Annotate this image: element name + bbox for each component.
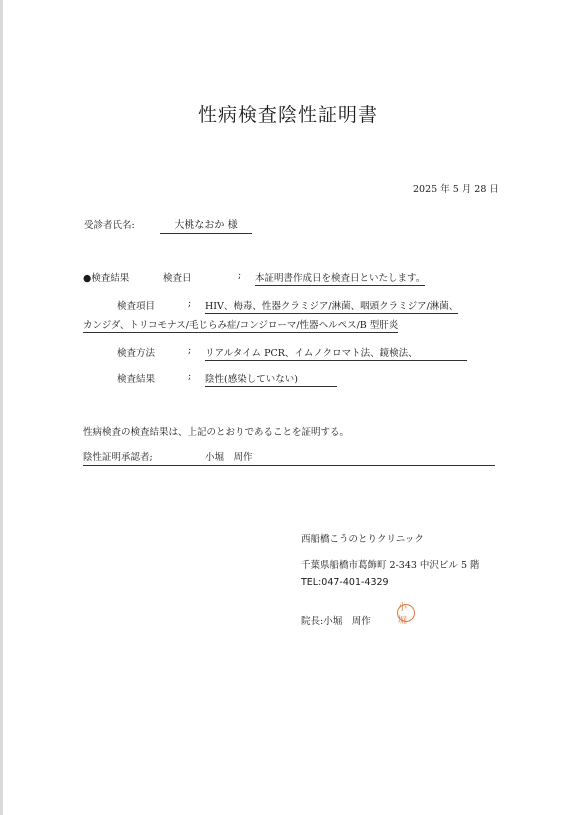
- result-label: 検査結果: [117, 374, 156, 385]
- clinic-name: 西船橋こうのとりクリニック: [301, 534, 424, 545]
- items-value-line2: カンジダ、トリコモナス/毛じらみ症/コンジローマ/性器ヘルペス/B 型肝炎: [83, 317, 398, 333]
- approver-label: 陰性証明承認者;: [83, 452, 153, 463]
- approver-name: 小堀 周作: [205, 452, 253, 463]
- method-label: 検査方法: [117, 348, 156, 359]
- recipient-name: 大桃なおか 様: [160, 216, 252, 234]
- document-title: 性病検査陰性証明書: [197, 104, 378, 126]
- exam-date-label: 検査日: [163, 273, 192, 284]
- clinic-address: 千葉県船橋市葛飾町 2-343 中沢ビル 5 階: [301, 560, 480, 571]
- recipient-label: 受診者氏名:: [84, 220, 135, 231]
- method-colon: ;: [188, 345, 192, 356]
- result-colon: ;: [188, 371, 192, 382]
- exam-date-colon: ;: [238, 270, 242, 281]
- certify-statement: 性病検査の検査結果は、上記のとおりであることを証明する。: [83, 427, 350, 438]
- items-colon: ;: [188, 298, 192, 309]
- signature-divider: [83, 465, 495, 466]
- issue-date: 2025 年 5 月 28 日: [413, 184, 499, 195]
- items-value-line1: HIV、梅毒、性器クラミジア/淋菌、咽頭クラミジア/淋菌、: [205, 298, 458, 314]
- results-header: ●検査結果: [83, 273, 130, 284]
- method-value: リアルタイム PCR、イムノクロマト法、鏡検法、: [205, 345, 467, 361]
- seal-stamp-icon: 小堀: [397, 604, 415, 622]
- items-label: 検査項目: [117, 301, 156, 312]
- director-name: 院長:小堀 周作: [301, 616, 371, 627]
- result-value: 陰性(感染していない): [205, 371, 337, 387]
- exam-date-value: 本証明書作成日を検査日といたします。: [255, 270, 425, 286]
- clinic-tel: TEL:047-401-4329: [301, 577, 389, 588]
